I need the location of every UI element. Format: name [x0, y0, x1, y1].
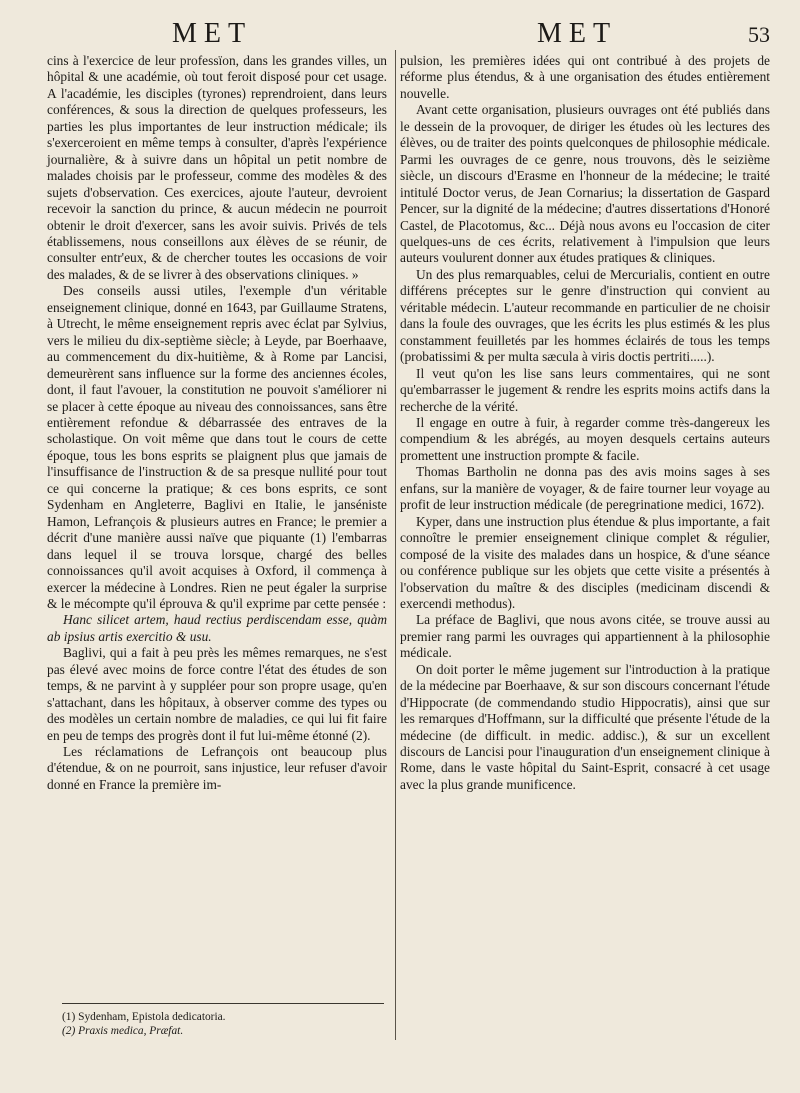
running-header-left: MET	[172, 18, 253, 49]
column-divider	[395, 50, 396, 1040]
paragraph: Avant cette organisation, plusieurs ouvrages ont été publiés dans le dessein de la provoquer, de diriger les études où les lectures des élèves, ou de traiter des points quelconques de philosophie médicale. Parmi les ouvrages de ce genre, nous trouvons, dès le seizième siècle, un discours d'Erasme en l'honneur de la médecine; le traité intitulé Doctor verus, de Jean Cornarius; la dissertation de Gaspard Pencer, sur la dignité de la médecine; d'autres dissertations d'Honoré Castel, de Placotomus, &c... Déjà nous avons eu l'occasion de citer quelques-uns de ces écrits, relativement à l'impulsion que leurs auteurs voulurent donner aux études pratiques & cliniques.	[400, 102, 770, 266]
paragraph: Des conseils aussi utiles, l'exemple d'un véritable enseignement clinique, donné en 1643, par Guillaume Stratens, à Utrecht, le même enseignement repris avec éclat par Sylvius, vers le milieu du dix-septième siècle; à Leyde, par Boerhaave, au commencement du dix-huitième, & à Rome par Lancisi, demeurèrent sans influence sur la forme des anciennes écoles, dont, il faut l'avouer, la constitution ne pouvoit s'améliorer ni se placer à cette époque au niveau des connoissances, sans être entièrement refondue & débarrassée des entraves de la scholastique. On voit même que dans tout le cours de cette époque, tous les bons esprits se plaignent plus que jamais de l'insuffisance de l'instruction & de sa presque nullité pour tout ce qui concerne la pratique; & ces bons esprits, ce sont Sydenham en Angleterre, Baglivi en Italie, le janséniste Hamon, Lefrançois & plusieurs autres en France; le premier a décrit d'une manière aussi naïve que piquante (1) l'embarras dans lequel il se trouva lorsque, chargé des belles connoissances qu'il avoit acquises à Oxford, il commença à exercer la médecine à Londres. Rien ne peut égaler la surprise & le mécompte qu'il éprouva & qu'il exprime par cette pensée :	[47, 283, 387, 611]
footnote-rule	[62, 1003, 384, 1004]
latin-quote: Hanc silicet artem, haud rectius perdiscendam esse, quàm ab ipsius artis exercitio & usu.	[47, 612, 387, 644]
paragraph: La préface de Baglivi, que nous avons citée, se trouve aussi au premier rang parmi les ouvrages qui appartiennent à la philosophie médicale.	[400, 612, 770, 661]
footnotes	[62, 1010, 392, 1038]
paragraph: Un des plus remarquables, celui de Mercurialis, contient en outre différens préceptes sur le genre d'instruction qui convient au véritable médecin. L'auteur recommande en particulier de ne choisir dans la foule des ouvrages, que les écrits les plus estimés & les plus constamment feuilletés par les hommes éclairés de tous les temps (probatissimi & per multa sæcula à viris doctis pertriti.....).	[400, 266, 770, 365]
footnote-2: (2) Praxis medica, Præfat.	[62, 1025, 184, 1037]
running-header-right: MET	[537, 18, 618, 49]
paragraph: cins à l'exercice de leur professïon, dans les grandes villes, un hôpital & une académie, où tout feroit disposé pour cet usage. A l'académie, les disciples (tyrones) reprendroient, dans leurs conférences, & sous la direction de quelques professeurs, les parties les plus importantes de leur instruction médicale; ils s'exerceroient en même temps à consulter, d'après l'expérience journalière, & à suivre dans un hôpital un petit nombre de malades choisis par le professeur, comme des modèles & des sujets d'observation. Ces exercices, ajoute l'auteur, devroient recevoir la sanction du prince, & aucun médecin ne pourroit obtenir le droit d'exercer, sans les avoir suivis. Privés de tels établissemens, nous conseillons aux élèves de se réunir, de consulter entr'eux, & de chercher toutes les occasions de voir des malades, & de se livrer à des observations cliniques. »	[47, 53, 387, 282]
paragraph: Baglivi, qui a fait à peu près les mêmes remarques, ne s'est pas élevé avec moins de force contre l'état des études de son temps, & ne parvint à y suppléer pour son propre usage, qu'en s'attachant, dans les hôpitaux, à observer comme des types ou des modèles un certain nombre de maladies, ce qui lui fit faire en peu de temps des progrès dont il fut lui-même étonné (2).	[47, 645, 387, 743]
paragraph: On doit porter le même jugement sur l'introduction à la pratique de la médecine par Boerhaave, & sur son discours concernant l'étude d'Hippocrate (de commendando studio Hippocratis), ainsi que sur les remarques d'Hoffmann, sur la difficulté que présente l'étude de la médecine (de difficult. in medic. addisc.), & sur un excellent discours de Lancisi pour l'inauguration d'un enseignement clinique à Rome, dans le vaste hôpital du Saint-Esprit, consacré à cet usage avec la plus grande munificence.	[400, 661, 770, 792]
paragraph: Il engage en outre à fuir, à regarder comme très-dangereux les compendium & les abrégés, au moyen desquels certains auteurs promettent une instruction prompte & facile.	[400, 414, 770, 463]
left-column	[47, 53, 387, 793]
page-number: 53	[748, 22, 770, 47]
paragraph: Il veut qu'on les lise sans leurs commentaires, qui ne sont qu'embarrasser le jugement & rendre les esprits moins actifs dans la recherche de la vérité.	[400, 365, 770, 414]
paragraph: pulsion, les premières idées qui ont contribué à des projets de réforme plus étendus, & à une organisation des études entièrement nouvelle.	[400, 53, 770, 101]
right-column	[400, 53, 770, 793]
paragraph: Thomas Bartholin ne donna pas des avis moins sages à ses enfans, sur la manière de voyager, & de faire tourner leur voyage au profit de leur instruction médicale (de peregrinatione medici, 1672).	[400, 464, 770, 513]
footnote-1: (1) Sydenham, Epistola dedicatoria.	[62, 1011, 226, 1023]
paragraph: Les réclamations de Lefrançois ont beaucoup plus d'étendue, & on ne pourroit, sans injustice, leur refuser d'avoir donné en France la première im-	[47, 744, 387, 792]
paragraph: Kyper, dans une instruction plus étendue & plus importante, a fait connoître le premier enseignement clinique complet & régulier, composé de la visite des malades dans un hospice, & d'une séance ou conférence publique sur les objets que cette visite a présentés à l'observation du maître & des disciples (medicinam discendi & exercendi methodus).	[400, 513, 770, 611]
